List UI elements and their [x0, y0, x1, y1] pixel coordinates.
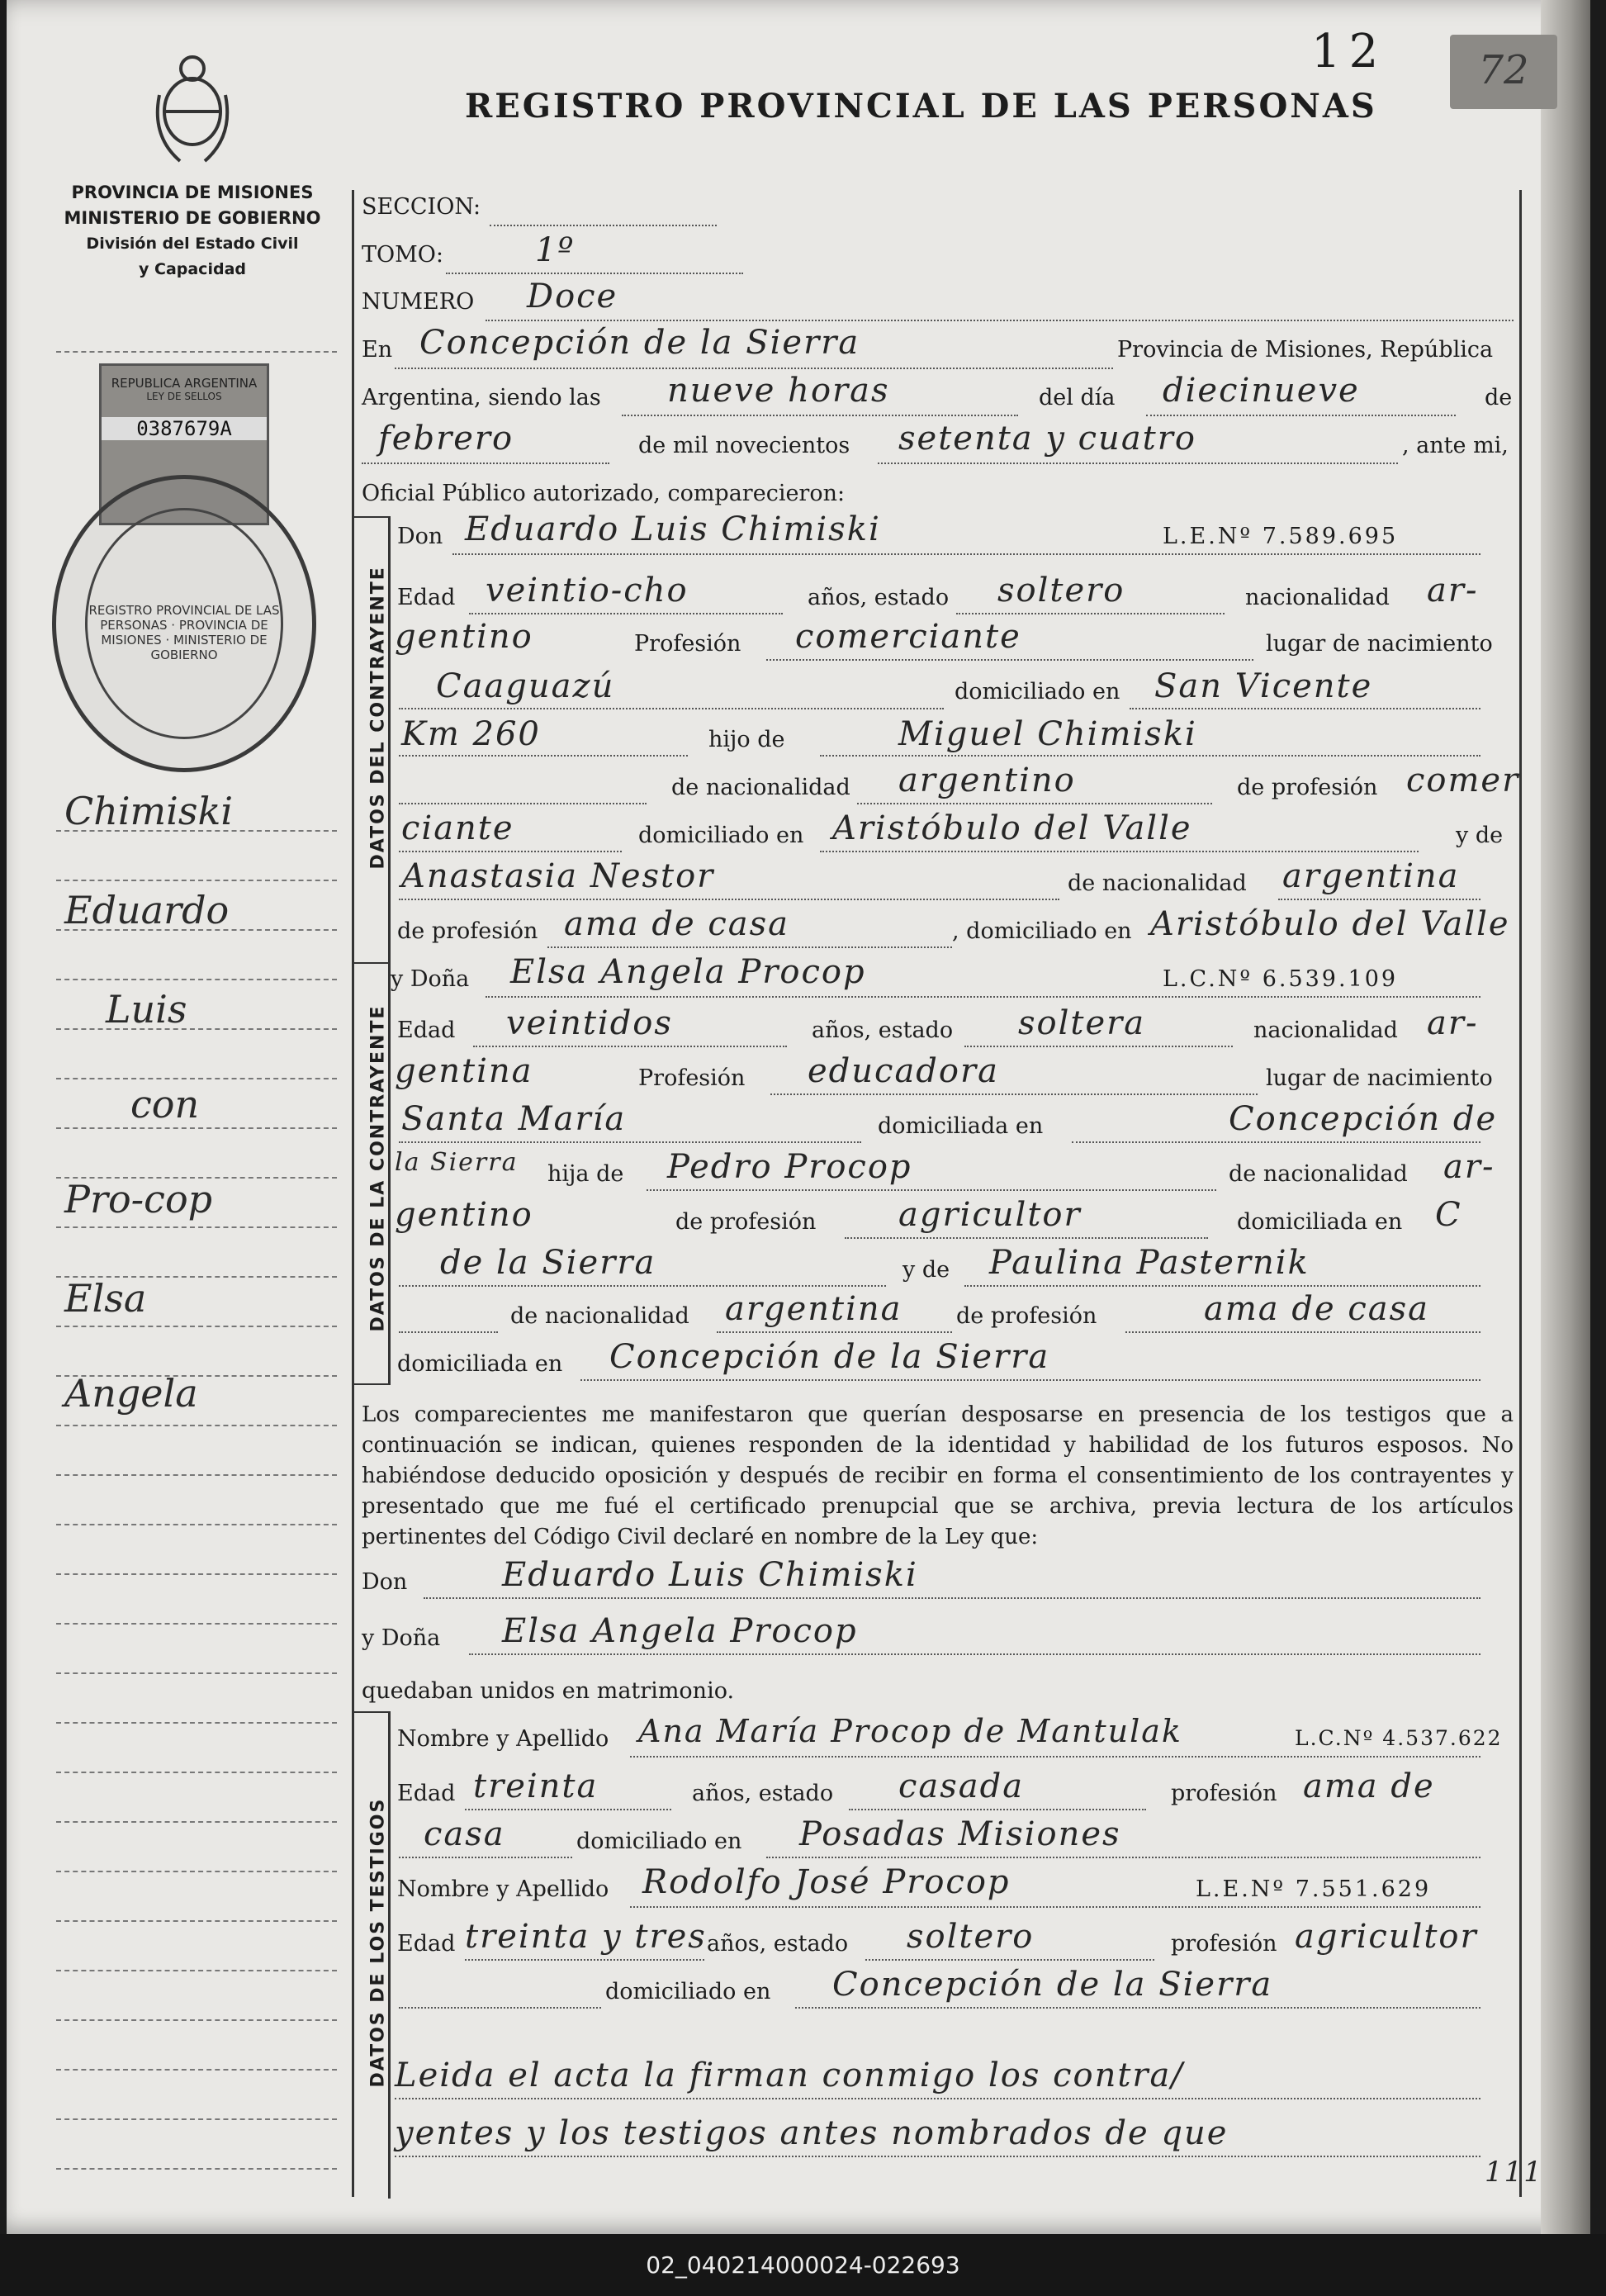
- domiciliado-label: domiciliado en: [955, 679, 1120, 704]
- dom-label-3: , domiciliado en: [952, 918, 1132, 944]
- edad-label: Edad: [397, 585, 456, 610]
- document-sheet: [7, 0, 1590, 2234]
- numero-value: Doce: [527, 278, 618, 315]
- lugar-label-bride: lugar de nacimiento: [1266, 1065, 1493, 1091]
- bride-document: L.C.Nº 6.539.109: [1163, 966, 1399, 992]
- margin-note: Luis: [106, 987, 187, 1032]
- page-number: 12: [1311, 25, 1387, 78]
- dona-label: y Doña: [391, 966, 470, 992]
- w2-estado-label: años, estado: [707, 1931, 849, 1957]
- dom-label-bride-2: domiciliada en: [397, 1351, 563, 1377]
- declaration-paragraph: Los comparecientes me manifestaron que querían desposarse en presencia de los testigos que a continuación se indican, quienes responden de la identidad y habilidad de los futuros esposos. No habiéndose deducido oposición y después de recibir en forma el consentimiento de los contrayentes y presentado que me fué el certificado prenupcial que se archiva, previa lectura de los artículos pertinentes del Código Civil declaré en nombre de la Ley que:: [362, 1402, 1514, 1549]
- ministry-line-ministry: MINISTERIO DE GOBIERNO: [64, 208, 321, 228]
- hijo-label: hijo de: [708, 727, 785, 752]
- numero-label: NUMERO: [362, 289, 475, 315]
- groom-nat-1: ar-: [1427, 572, 1479, 610]
- w2-dom-label: domiciliado en: [605, 1979, 771, 2004]
- page-title: REGISTRO PROVINCIAL DE LAS PERSONAS: [465, 87, 1377, 126]
- bride-section-label: DATOS DE LA CONTRAYENTE: [367, 1004, 389, 1332]
- margin-note: Angela: [64, 1371, 198, 1416]
- ministry-heading: [52, 180, 333, 282]
- profesion-label: Profesión: [634, 631, 741, 657]
- groom-dom-2: Km 260: [401, 715, 541, 753]
- province-text: Provincia de Misiones, República: [1117, 337, 1494, 363]
- closing-line-1: Leida el acta la firman conmigo los contra/: [395, 2056, 1184, 2094]
- y-de-label-bride: y de: [902, 1257, 950, 1283]
- coat-of-arms-icon: [147, 45, 238, 169]
- bride-father: Pedro Procop: [667, 1148, 912, 1186]
- tomo-label: TOMO:: [362, 242, 444, 268]
- w2-dom: Concepción de la Sierra: [832, 1966, 1273, 2004]
- groom-dom-1: San Vicente: [1154, 667, 1373, 705]
- de-prof-label-2: de profesión: [397, 918, 538, 944]
- decl-closing: quedaban unidos en matrimonio.: [362, 1678, 735, 1704]
- w2-name-label: Nombre y Apellido: [397, 1876, 609, 1902]
- hija-label: hija de: [547, 1161, 624, 1187]
- groom-document: L.E.Nº 7.589.695: [1163, 524, 1399, 549]
- groom-section-label: DATOS DEL CONTRAYENTE: [367, 566, 389, 870]
- margin-note: Pro-cop: [64, 1177, 213, 1222]
- w2-name: Rodolfo José Procop: [642, 1863, 1011, 1901]
- ministry-line-capacity: y Capacidad: [139, 260, 246, 278]
- bride-dom-2: la Sierra: [395, 1148, 519, 1177]
- en-label: En: [362, 337, 393, 363]
- groom-mother-dom: Aristóbulo del Valle: [1150, 905, 1510, 943]
- seal-text: REGISTRO PROVINCIAL DE LAS PERSONAS · PROVINCIA DE MISIONES · MINISTERIO DE GOBIERNO: [88, 603, 280, 662]
- nacionalidad-label: nacionalidad: [1245, 585, 1390, 610]
- closing-line-2: yentes y los testigos antes nombrados de que: [395, 2114, 1229, 2152]
- bride-father-nat-1: ar-: [1443, 1148, 1495, 1186]
- ante-mi-text: , ante mi,: [1402, 433, 1509, 458]
- groom-nat-2: gentino: [395, 618, 533, 656]
- estado-label-bride: años, estado: [812, 1018, 954, 1043]
- bride-mother-nat: argentina: [725, 1290, 902, 1328]
- oficial-text: Oficial Público autorizado, comparecieron:: [362, 481, 846, 506]
- tomo-value: 1º: [535, 231, 576, 269]
- bride-father-dom-1: C: [1435, 1196, 1462, 1234]
- edad-label-bride: Edad: [397, 1018, 456, 1043]
- bride-father-dom-2: de la Sierra: [440, 1244, 656, 1282]
- w1-edad-label: Edad: [397, 1781, 456, 1806]
- w2-profesion-label: profesión: [1171, 1931, 1277, 1957]
- groom-birthplace: Caaguazú: [436, 667, 615, 705]
- margin-note: con: [130, 1082, 200, 1127]
- w1-name-label: Nombre y Apellido: [397, 1726, 609, 1752]
- w1-prof-1: ama de: [1303, 1767, 1435, 1805]
- binding-edge: [1541, 0, 1590, 2234]
- de-nac-label-2: de nacionalidad: [1068, 870, 1247, 896]
- tax-stamp-line2: LEY DE SELLOS: [146, 391, 222, 402]
- dom-label-bride: domiciliada en: [1237, 1209, 1403, 1235]
- de-nac-label: de nacionalidad: [671, 775, 850, 800]
- month-value: febrero: [378, 420, 514, 458]
- groom-mother-prof: ama de casa: [564, 905, 789, 943]
- bride-mother-prof: ama de casa: [1204, 1290, 1429, 1328]
- de-label: de: [1485, 385, 1513, 410]
- don-label: Don: [397, 524, 443, 549]
- bride-age: veintidos: [506, 1004, 673, 1042]
- w2-prof: agricultor: [1295, 1918, 1478, 1956]
- de-nac-label-bride: de nacionalidad: [1229, 1161, 1408, 1187]
- bride-profession: educadora: [808, 1052, 999, 1090]
- w1-age: treinta: [473, 1767, 599, 1805]
- y-de-label: y de: [1456, 823, 1504, 848]
- w2-edad-label: Edad: [397, 1931, 456, 1957]
- groom-father-nat: argentino: [898, 761, 1076, 799]
- groom-mother-nat: argentina: [1282, 857, 1460, 895]
- bride-birthplace: Santa María: [401, 1100, 627, 1138]
- margin-note: Chimiski: [64, 789, 234, 833]
- decl-bride: Elsa Angela Procop: [502, 1612, 858, 1650]
- argentina-text: Argentina, siendo las: [362, 385, 601, 410]
- bride-father-nat-2: gentino: [395, 1196, 533, 1234]
- bride-dom-1: Concepción de: [1229, 1100, 1498, 1138]
- w1-profesion-label: profesión: [1171, 1781, 1277, 1806]
- w1-dom: Posadas Misiones: [799, 1815, 1121, 1853]
- de-prof-label: de profesión: [1237, 775, 1378, 800]
- dom-label-2: domiciliado en: [638, 823, 804, 848]
- w1-document: L.C.Nº 4.537.622: [1295, 1726, 1503, 1750]
- w2-age: treinta y tres: [465, 1918, 707, 1956]
- groom-father-prof-1: comer: [1406, 761, 1520, 799]
- w1-prof-2: casa: [424, 1815, 505, 1853]
- w1-dom-label: domiciliado en: [576, 1829, 742, 1854]
- ministry-line-province: PROVINCIA DE MISIONES: [71, 183, 314, 202]
- decl-don-label: Don: [362, 1569, 408, 1595]
- domiciliada-label: domiciliada en: [878, 1113, 1044, 1139]
- groom-father: Miguel Chimiski: [898, 715, 1197, 753]
- estado-label: años, estado: [808, 585, 950, 610]
- bride-nat-1: ar-: [1427, 1004, 1479, 1042]
- de-prof-label-bride-2: de profesión: [956, 1303, 1097, 1329]
- del-dia-label: del día: [1039, 385, 1116, 410]
- w1-estado-label: años, estado: [692, 1781, 834, 1806]
- bride-mother: Paulina Pasternik: [989, 1244, 1310, 1282]
- bride-name: Elsa Angela Procop: [510, 953, 866, 991]
- groom-name: Eduardo Luis Chimiski: [465, 510, 881, 548]
- ministry-line-division: División del Estado Civil: [86, 235, 299, 253]
- groom-age: veintio-cho: [486, 572, 689, 610]
- year-text: de mil novecientos: [638, 433, 850, 458]
- hours-value: nueve horas: [667, 372, 890, 410]
- place-value: Concepción de la Sierra: [419, 324, 860, 362]
- form-right-rule: [1519, 190, 1522, 2197]
- lugar-label: lugar de nacimiento: [1266, 631, 1493, 657]
- bride-status: soltera: [1018, 1004, 1146, 1042]
- day-value: diecinueve: [1163, 372, 1360, 410]
- tax-stamp-line1: REPUBLICA ARGENTINA: [111, 376, 258, 391]
- bride-mother-dom: Concepción de la Sierra: [609, 1338, 1050, 1376]
- groom-mother: Anastasia Nestor: [401, 857, 715, 895]
- tax-stamp-number: 0387679A: [102, 417, 267, 440]
- decl-dona-label: y Doña: [362, 1625, 441, 1651]
- nacionalidad-label-bride: nacionalidad: [1253, 1018, 1398, 1043]
- w2-status: soltero: [907, 1918, 1035, 1956]
- official-seal: [52, 475, 316, 772]
- w1-status: casada: [898, 1767, 1025, 1805]
- de-prof-label-bride: de profesión: [675, 1209, 817, 1235]
- image-caption: 02_040214000024-022693: [0, 2234, 1606, 2296]
- profesion-label-bride: Profesión: [638, 1065, 746, 1091]
- w1-name: Ana María Procop de Mantulak: [638, 1713, 1182, 1749]
- witnesses-section-label: DATOS DE LOS TESTIGOS: [367, 1797, 389, 2088]
- seccion-label: SECCION:: [362, 194, 481, 220]
- corner-stamp: 72: [1450, 35, 1557, 109]
- w2-document: L.E.Nº 7.551.629: [1196, 1876, 1432, 1902]
- groom-father-dom: Aristóbulo del Valle: [832, 809, 1192, 847]
- margin-note: Eduardo: [64, 888, 230, 932]
- year-value: setenta y cuatro: [898, 420, 1196, 458]
- margin-note: Elsa: [64, 1276, 147, 1321]
- groom-father-prof-2: ciante: [401, 809, 514, 847]
- groom-profession: comerciante: [795, 618, 1021, 656]
- form-left-rule: [352, 190, 354, 2197]
- decl-groom: Eduardo Luis Chimiski: [502, 1556, 918, 1594]
- bride-nat-2: gentina: [395, 1052, 533, 1090]
- de-nac-label-bride-2: de nacionalidad: [510, 1303, 689, 1329]
- bride-father-prof: agricultor: [898, 1196, 1082, 1234]
- bottom-mark: 111: [1485, 2156, 1543, 2189]
- groom-status: soltero: [997, 572, 1125, 610]
